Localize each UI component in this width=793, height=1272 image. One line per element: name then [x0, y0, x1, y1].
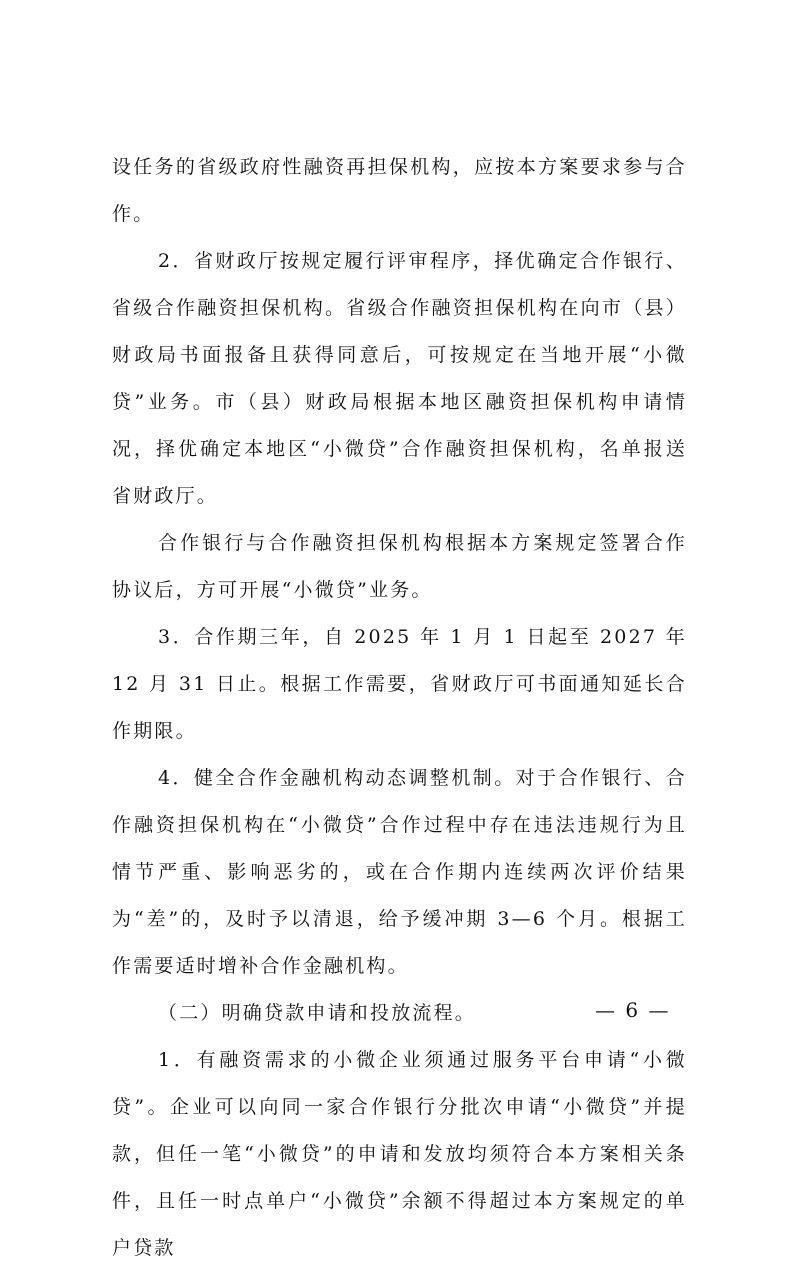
- paragraph-item-4: 4．健全合作金融机构动态调整机制。对于合作银行、合作融资担保机构在“小微贷”合作过程中存在违法违规行为且情节严重、影响恶劣的，或在合作期内连续两次评价结果为“差”的，及时予以清退，给予缓冲期 3—6 个月。根据工作需要适时增补合作金融机构。: [112, 767, 687, 977]
- body-text: [112, 144, 687, 1272]
- paragraph-item-1: 1．有融资需求的小微企业须通过服务平台申请“小微贷”。企业可以向同一家合作银行分批次申请“小微贷”并提款，但任一笔“小微贷”的申请和发放均须符合本方案相关条件，且任一时点单户“小微贷”余额不得超过本方案规定的单户贷款: [112, 1049, 687, 1259]
- section-heading-2: （二）明确贷款申请和投放流程。: [158, 1002, 477, 1024]
- page-number-text: — 6 —: [595, 998, 671, 1022]
- paragraph-item-2: 2．省财政厅按规定履行评审程序，择优确定合作银行、省级合作融资担保机构。省级合作融资担保机构在向市（县）财政局书面报备且获得同意后，可按规定在当地开展“小微贷”业务。市（县）财政局根据本地区融资担保机构申请情况，择优确定本地区“小微贷”合作融资担保机构，名单报送省财政厅。: [112, 250, 687, 507]
- paragraph-item-3: 3．合作期三年，自 2025 年 1 月 1 日起至 2027 年 12 月 31 日止。根据工作需要，省财政厅可书面通知延长合作期限。: [112, 626, 687, 742]
- paragraph-continuation: 设任务的省级政府性融资再担保机构，应按本方案要求参与合作。: [112, 156, 687, 225]
- paragraph-agreement: 合作银行与合作融资担保机构根据本方案规定签署合作协议后，方可开展“小微贷”业务。: [112, 532, 687, 601]
- page-number: [595, 998, 670, 1022]
